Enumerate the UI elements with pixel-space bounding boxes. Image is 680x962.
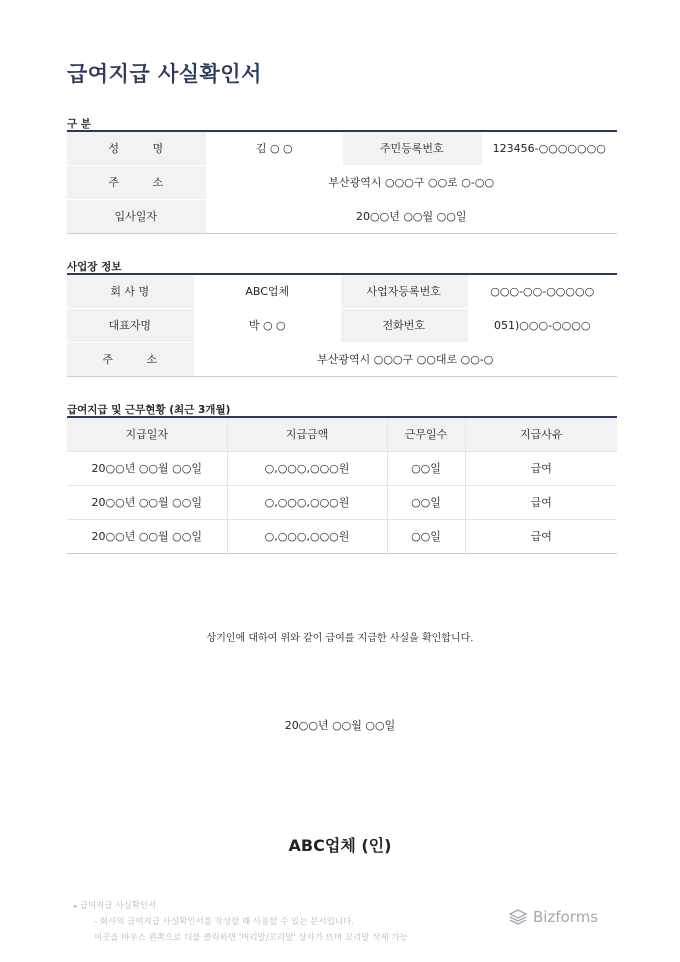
join-date-label: 입사일자 <box>67 199 205 233</box>
ceo-label: 대표자명 <box>67 308 193 342</box>
rrn-value: 123456-○○○○○○○ <box>481 131 617 165</box>
address-value: 부산광역시 ○○○구 ○○로 ○-○○ <box>205 165 617 199</box>
company-label: 회 사 명 <box>67 274 193 308</box>
work-days-cell: ○○일 <box>387 451 465 485</box>
header-pay-amount: 지급금액 <box>227 417 387 451</box>
pay-amount-cell: ○,○○○,○○○원 <box>227 519 387 553</box>
brn-value: ○○○-○○-○○○○○ <box>467 274 617 308</box>
company-value: ABC업체 <box>193 274 341 308</box>
table-row <box>67 485 617 519</box>
footer-title: ▸ 급여지급 사실확인서 <box>74 898 408 914</box>
workplace-address-label: 주 소 <box>67 342 193 376</box>
pay-date-cell: 20○○년 ○○월 ○○일 <box>67 485 227 519</box>
pay-date-cell: 20○○년 ○○월 ○○일 <box>67 519 227 553</box>
header-pay-date: 지급일자 <box>67 417 227 451</box>
ceo-value: 박 ○ ○ <box>193 308 341 342</box>
payment-table <box>67 416 617 554</box>
pay-amount-cell: ○,○○○,○○○원 <box>227 451 387 485</box>
section-label-basic: 구 분 <box>67 118 91 130</box>
rrn-label: 주민등록번호 <box>343 131 481 165</box>
confirmation-statement: 상기인에 대하여 위와 같이 급여를 지급한 사실을 확인합니다. <box>206 633 474 644</box>
workplace-address-value: 부산광역시 ○○○구 ○○대로 ○○-○ <box>193 342 617 376</box>
company-signature: ABC업체 (인) <box>288 836 392 855</box>
phone-label: 전화번호 <box>341 308 467 342</box>
workplace-info-table <box>67 273 617 377</box>
brand-logo <box>509 908 598 926</box>
header-pay-reason: 지급사유 <box>465 417 617 451</box>
pay-amount-cell: ○,○○○,○○○원 <box>227 485 387 519</box>
brand-name: Bizforms <box>533 908 599 926</box>
phone-value: 051)○○○-○○○○ <box>467 308 617 342</box>
layers-icon <box>509 909 527 925</box>
name-value: 김 ○ ○ <box>205 131 343 165</box>
document-title: 급여지급 사실확인서 <box>67 62 262 86</box>
brn-label: 사업자등록번호 <box>341 274 467 308</box>
pay-reason-cell: 급여 <box>465 519 617 553</box>
footer-instruction: 이곳을 마우스 왼쪽으로 더블 클릭하면 '머리말/꼬리말' 상자가 뜨며 꼬리말 삭제 가능 <box>94 933 408 943</box>
section-label-payment: 급여지급 및 근무현황 (최근 3개월) <box>67 404 231 416</box>
employee-info-table <box>67 130 617 234</box>
name-label: 성 명 <box>67 131 205 165</box>
footer-description: - 회사의 급여지급 사실확인서를 작성할 때 사용할 수 있는 문서입니다. <box>94 917 354 927</box>
work-days-cell: ○○일 <box>387 519 465 553</box>
join-date-value: 20○○년 ○○월 ○○일 <box>205 199 617 233</box>
section-label-workplace: 사업장 정보 <box>67 261 122 273</box>
table-row <box>67 519 617 553</box>
footer-note[interactable] <box>74 898 408 946</box>
table-row <box>67 451 617 485</box>
pay-date-cell: 20○○년 ○○월 ○○일 <box>67 451 227 485</box>
pay-reason-cell: 급여 <box>465 485 617 519</box>
header-work-days: 근무일수 <box>387 417 465 451</box>
pay-reason-cell: 급여 <box>465 451 617 485</box>
issue-date: 20○○년 ○○월 ○○일 <box>284 719 396 732</box>
work-days-cell: ○○일 <box>387 485 465 519</box>
address-label: 주 소 <box>67 165 205 199</box>
